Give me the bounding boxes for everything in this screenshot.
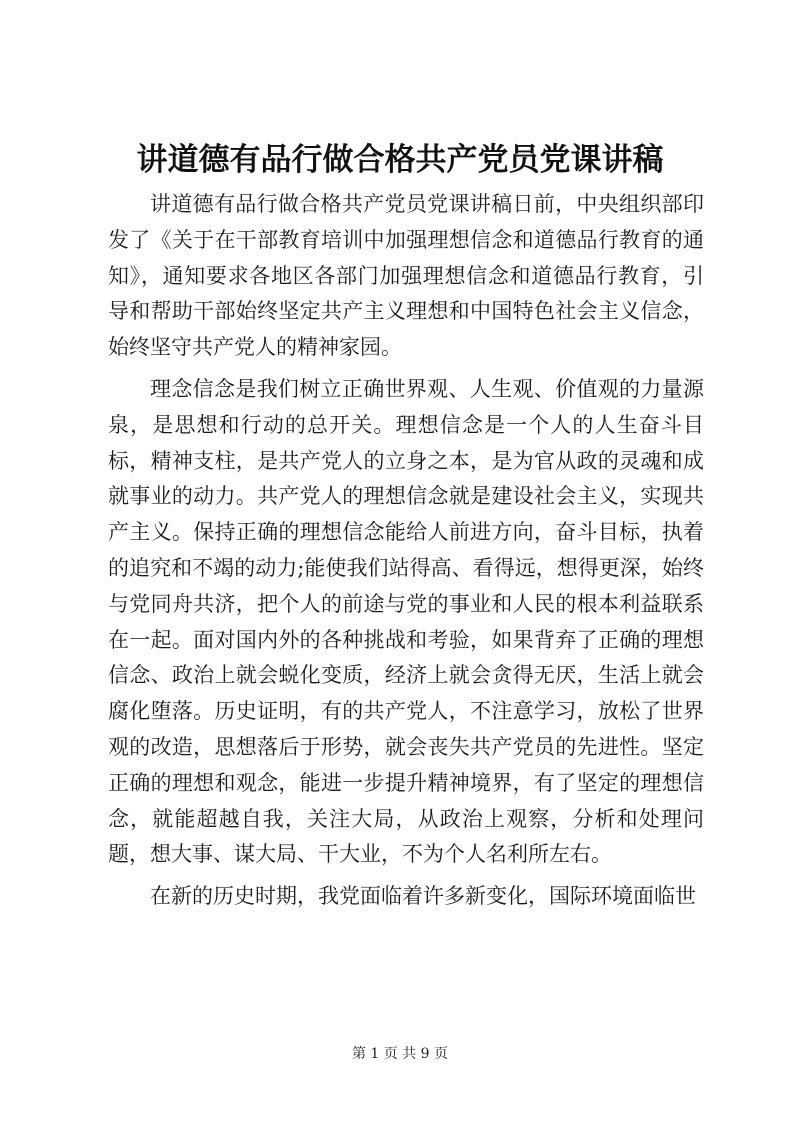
paragraph-3: 在新的历史时期，我党面临着许多新变化，国际环境面临世 [150, 884, 696, 909]
paragraph-2: 理念信念是我们树立正确世界观、人生观、价值观的力量源泉，是思想和行动的总开关。理想信念是一个人的人生奋斗目标，精神支柱，是共产党人的立身之本，是为官从政的灵魂和成就事业的动力。共产党人的理想信念就是建设社会主义，实现共产主义。保持正确的理想信念能给人前进方向，奋斗目标，执着的追究和不竭的动力;能使我们站得高、看得远，想得更深，始终与党同舟共济，把个人的前途与党的事业和人民的根本利益联系在一起。面对国内外的各种挑战和考验，如果背弃了正确的理想信念、政治上就会蜕化变质，经济上就会贪得无厌，生活上就会腐化堕落。历史证明，有的共产党人，不注意学习，放松了世界观的改造，思想落后于形势，就会丧失共产党员的先进性。坚定正确的理想和观念，能进一步提升精神境界，有了坚定的理想信念，就能超越自我，关注大局，从政治上观察，分析和处理问题，想大事、谋大局、干大业，不为个人名利所左右。 [108, 376, 704, 867]
paragraph-1: 讲道德有品行做合格共产党员党课讲稿日前，中央组织部印发了《关于在干部教育培训中加强理想信念和道德品行教育的通知》，通知要求各地区各部门加强理想信念和道德品行教育，引导和帮助干部始终坚定共产主义理想和中国特色社会主义信念，始终坚守共产党人的精神家园。 [108, 192, 704, 360]
page-footer: 第 1 页 共 9 页 [351, 1046, 449, 1062]
document-body [108, 187, 704, 915]
document-title: 讲道德有品行做合格共产党员党课讲稿 [136, 142, 664, 178]
